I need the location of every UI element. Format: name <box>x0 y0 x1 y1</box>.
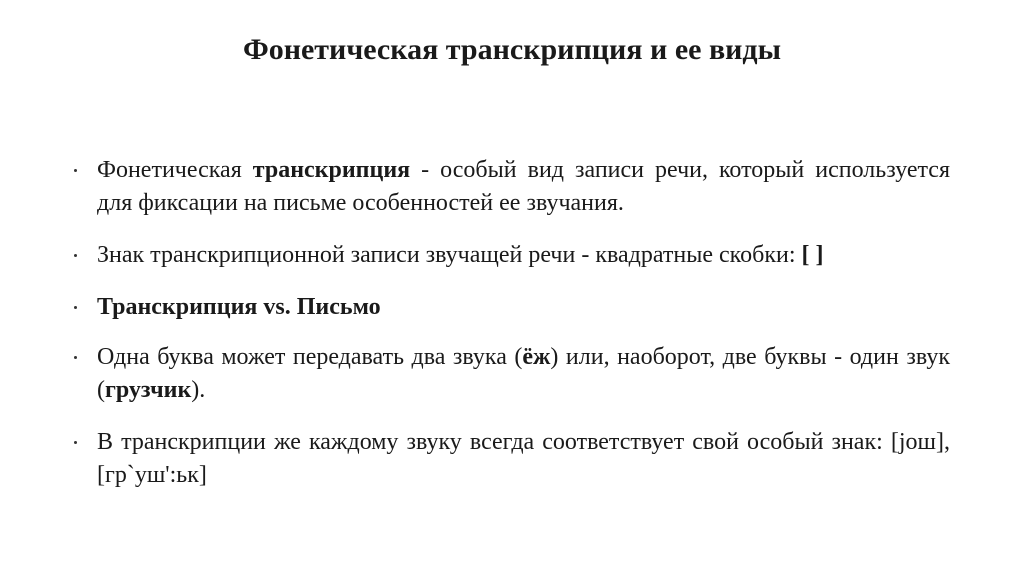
bullet-list <box>70 154 950 511</box>
bullet-text-segment-bold: [ ] <box>801 242 824 268</box>
slide-title: Фонетическая транскрипция и ее виды <box>242 33 782 66</box>
bullet-text-segment: Знак транскрипционной записи звучащей речи - квадратные скобки: <box>97 242 802 268</box>
bullet-text-segment: Фонетическая <box>97 157 253 183</box>
bullet-item <box>70 154 950 220</box>
bullet-text-segment-bold: ёж <box>522 344 551 370</box>
bullet-dot-icon <box>74 441 77 444</box>
bullet-text-segment: В транскрипции же каждому звуку всегда соответствует свой особый знак: [jош], [гр`уш':ьк] <box>97 429 950 488</box>
bullet-text-segment: ) или, наоборот, две буквы - один звук ( <box>97 344 950 403</box>
bullet-text-segment: - особый вид записи речи, который используется для фиксации на письме особенностей ее звучания. <box>97 157 950 216</box>
bullet-item <box>70 239 950 272</box>
bullet-item <box>70 426 950 492</box>
bullet-text-segment-bold: транскрипция <box>252 157 411 183</box>
bullet-text-segment-bold: Транскрипция vs. Письмо <box>97 294 381 320</box>
bullet-text-segment-bold: грузчик <box>105 377 192 403</box>
bullet-text-segment: ). <box>191 377 206 403</box>
bullet-dot-icon <box>74 254 77 257</box>
bullet-dot-icon <box>74 306 77 309</box>
bullet-dot-icon <box>74 356 77 359</box>
bullet-text-segment: Одна буква может передавать два звука ( <box>97 344 523 370</box>
bullet-item <box>70 291 950 324</box>
bullet-item <box>70 341 950 407</box>
bullet-dot-icon <box>74 169 77 172</box>
